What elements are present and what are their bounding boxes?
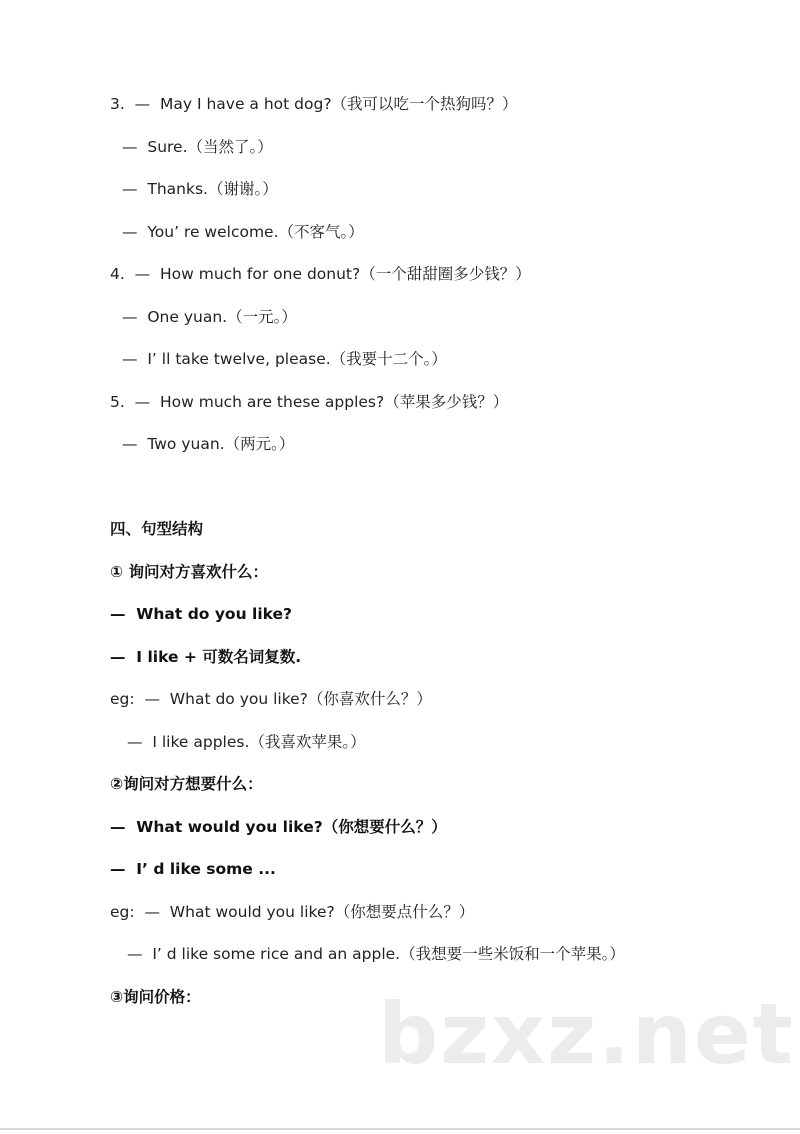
pattern-line: — I like + 可数名词复数. — [110, 648, 302, 666]
dialogue-line: 5. — How much are these apples?（苹果多少钱？） — [110, 393, 509, 411]
example-line: — I’ d like some rice and an apple.（我想要一些米饭和一个苹果。） — [127, 945, 625, 963]
subheading: ③询问价格： — [110, 988, 201, 1006]
example-line: — I like apples.（我喜欢苹果。） — [127, 733, 366, 751]
section-title: 四、句型结构 — [110, 520, 204, 538]
dialogue-line: — I’ ll take twelve, please.（我要十二个。） — [122, 350, 447, 368]
dialogue-line: — Thanks.（谢谢。） — [122, 180, 278, 198]
subheading: ②询问对方想要什么： — [110, 775, 263, 793]
dialogue-line: — You’ re welcome.（不客气。） — [122, 223, 364, 241]
pattern-line: — What do you like? — [110, 605, 293, 623]
dialogue-line: 4. — How much for one donut?（一个甜甜圈多少钱？） — [110, 265, 531, 283]
dialogue-line: — Two yuan.（两元。） — [122, 435, 295, 453]
pattern-line: — What would you like?（你想要什么？） — [110, 818, 447, 836]
subheading: ① 询问对方喜欢什么： — [110, 563, 269, 581]
example-line: eg: — What would you like?（你想要点什么？） — [110, 903, 475, 921]
watermark: bzxz.net — [378, 985, 795, 1083]
pattern-line: — I’ d like some ... — [110, 860, 276, 878]
dialogue-line: 3. — May I have a hot dog?（我可以吃一个热狗吗？） — [110, 95, 518, 113]
dialogue-line: — One yuan.（一元。） — [122, 308, 297, 326]
example-line: eg: — What do you like?（你喜欢什么？） — [110, 690, 432, 708]
dialogue-line: — Sure.（当然了。） — [122, 138, 273, 156]
page-edge — [0, 1128, 800, 1130]
